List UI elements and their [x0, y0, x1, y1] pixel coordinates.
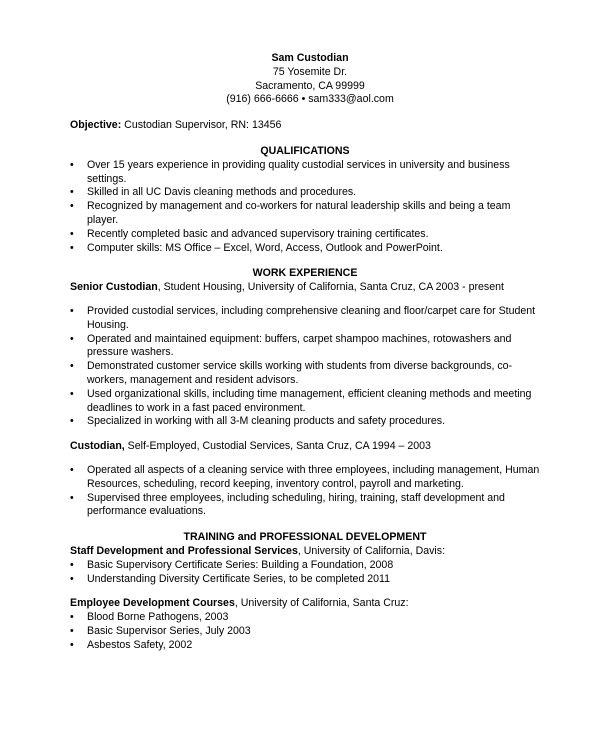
objective: [70, 119, 540, 133]
list-item: • Recently completed basic and advanced supervisory training certificates.: [70, 228, 540, 242]
contact-line: (916) 666-6666 • sam333@aol.com: [226, 93, 394, 106]
employee-development-title: Employee Development Courses: [70, 597, 235, 610]
staff-development-list: [70, 559, 540, 587]
list-item: • Basic Supervisory Certificate Series: Building a Foundation, 2008: [70, 559, 540, 573]
employee-development-details: , University of California, Santa Cruz:: [234, 597, 409, 610]
job-1-list: [70, 305, 540, 429]
address-line-1: 75 Yosemite Dr.: [272, 65, 348, 78]
list-item: • Supervised three employees, including scheduling, hiring, training, staff development and performance evaluations.: [70, 492, 540, 520]
list-item: • Asbestos Safety, 2002: [70, 639, 540, 653]
list-item: • Demonstrated customer service skills working with students from diverse backgrounds, co-workers, management and resident advisors.: [70, 360, 540, 388]
job-2-heading: [70, 440, 540, 454]
list-item: • Basic Supervisor Series, July 2003: [70, 625, 540, 639]
job-1-title: Senior Custodian: [70, 281, 158, 294]
employee-development-list: [70, 611, 540, 652]
staff-development-heading: [70, 545, 540, 559]
objective-text: Custodian Supervisor, RN: 13456: [121, 119, 282, 132]
list-item: • Specialized in working with all 3-M cleaning products and safety procedures.: [70, 415, 540, 429]
list-item: • Recognized by management and co-workers for natural leadership skills and being a team player.: [70, 200, 540, 228]
job-2-title: Custodian,: [70, 440, 125, 453]
list-item: • Skilled in all UC Davis cleaning methods and procedures.: [70, 186, 540, 200]
list-item: • Understanding Diversity Certificate Series, to be completed 2011: [70, 573, 540, 587]
list-item: • Operated and maintained equipment: buffers, carpet shampoo machines, rotowashers and pressure washers.: [70, 333, 540, 361]
address-line-2: Sacramento, CA 99999: [255, 79, 365, 92]
list-item: • Operated all aspects of a cleaning service with three employees, including management, Human Resources, scheduling, record keeping, inventory control, payroll and marketing.: [70, 464, 540, 492]
list-item: • Over 15 years experience in providing quality custodial services in university and business settings.: [70, 159, 540, 187]
list-item: • Blood Borne Pathogens, 2003: [70, 611, 540, 625]
job-1-details: , Student Housing, University of California, Santa Cruz, CA 2003 - present: [157, 281, 504, 294]
list-item: • Computer skills: MS Office – Excel, Word, Access, Outlook and PowerPoint.: [70, 242, 540, 256]
staff-development-details: , University of California, Davis:: [297, 544, 446, 557]
work-experience-heading: WORK EXPERIENCE: [252, 267, 358, 280]
staff-development-title: Staff Development and Professional Services: [70, 544, 298, 557]
list-item: • Provided custodial services, including comprehensive cleaning and floor/carpet care for Student Housing.: [70, 305, 540, 333]
job-2-details: Self-Employed, Custodial Services, Santa Cruz, CA 1994 – 2003: [124, 440, 431, 453]
objective-label: Objective:: [70, 119, 122, 132]
employee-development-heading: [70, 597, 540, 611]
list-item: • Used organizational skills, including time management, efficient cleaning methods and meeting deadlines to work in a fast paced environment.: [70, 388, 540, 416]
qualifications-heading: QUALIFICATIONS: [260, 144, 350, 157]
candidate-name: Sam Custodian: [271, 52, 349, 64]
qualifications-list: [70, 159, 540, 256]
job-1-heading: [70, 281, 540, 295]
training-heading: TRAINING and PROFESSIONAL DEVELOPMENT: [183, 531, 427, 544]
job-2-list: [70, 464, 540, 519]
resume-header: [80, 52, 540, 107]
